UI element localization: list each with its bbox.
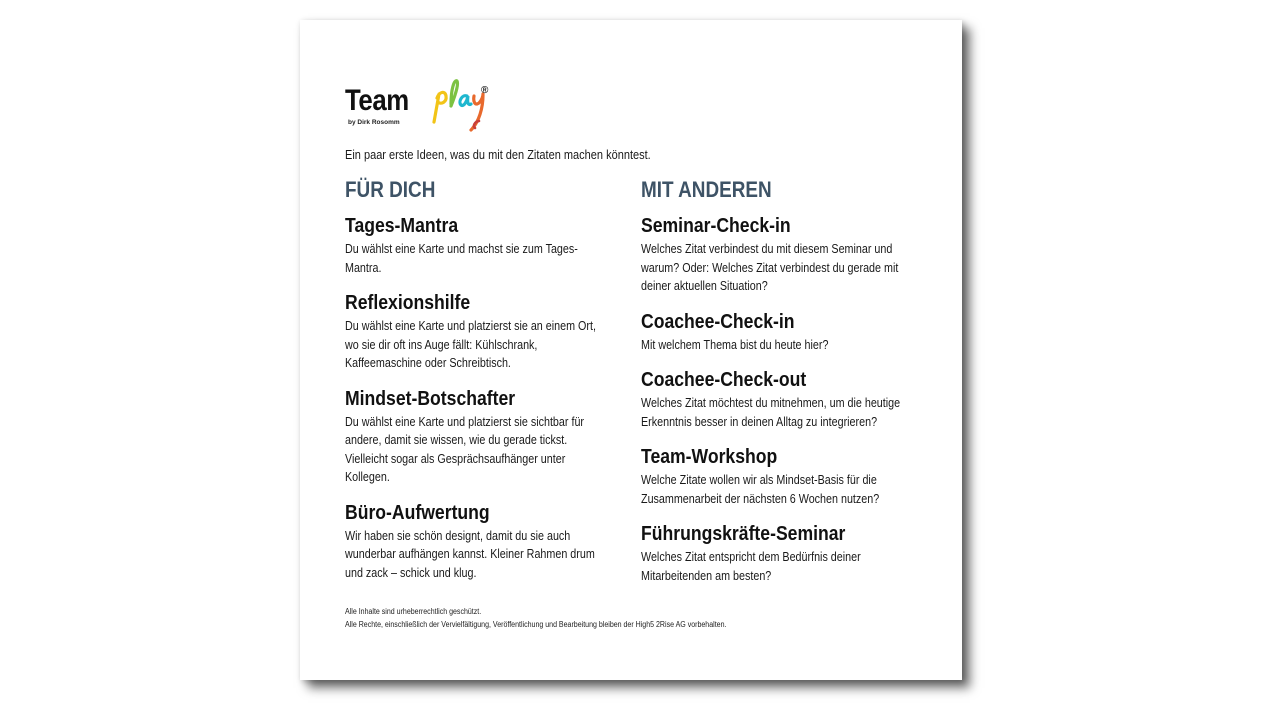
idea-item	[345, 292, 645, 373]
idea-text: Du wählst eine Karte und platzierst sie an einem Ort, wo sie dir oft ins Auge fällt: Kühlschrank, Kaffeemaschine oder Schreibtisch.	[345, 319, 596, 370]
registered-mark: ®	[481, 85, 489, 96]
idea-item	[641, 311, 941, 355]
intro-text: Ein paar erste Ideen, was du mit den Zitaten machen könntest.	[345, 148, 651, 162]
idea-item	[345, 388, 645, 487]
document-page	[300, 20, 962, 680]
idea-item	[641, 215, 941, 296]
logo-wordmark: Team	[345, 84, 409, 117]
idea-item	[345, 502, 645, 583]
idea-text: Du wählst eine Karte und machst sie zum Tages-Mantra.	[345, 242, 578, 275]
teamplay-logo	[345, 78, 505, 138]
idea-text: Mit welchem Thema bist du heute hier?	[641, 337, 829, 352]
idea-title: Tages-Mantra	[345, 215, 459, 237]
column-fuer-dich	[345, 177, 645, 597]
idea-title: Team-Workshop	[641, 446, 778, 468]
idea-text: Wir haben sie schön designt, damit du sie auch wunderbar aufhängen kannst. Kleiner Rahmen drum und zack – schick und klug.	[345, 528, 595, 580]
idea-title: Mindset-Botschafter	[345, 387, 516, 410]
idea-item	[641, 523, 941, 585]
column-mit-anderen	[641, 177, 941, 600]
logo-play-script	[431, 78, 501, 136]
column-heading: FÜR DICH	[345, 177, 436, 202]
idea-text: Welches Zitat entspricht dem Bedürfnis deiner Mitarbeitenden am besten?	[641, 550, 861, 583]
idea-item	[641, 369, 941, 431]
idea-text: Welches Zitat verbindest du mit diesem Seminar und warum? Oder: Welches Zitat verbindest du gerade mit deiner aktuellen Situation?	[641, 242, 899, 293]
idea-title: Coachee-Check-out	[641, 369, 807, 391]
idea-item	[345, 215, 645, 277]
idea-item	[641, 446, 941, 508]
copyright-line: Alle Inhalte sind urheberrechtlich geschützt.	[345, 607, 482, 616]
idea-text: Welches Zitat möchtest du mitnehmen, um die heutige Erkenntnis besser in deinen Alltag zu integrieren?	[641, 396, 901, 429]
logo-byline: by Dirk Rosomm	[348, 119, 400, 126]
idea-title: Coachee-Check-in	[641, 310, 795, 333]
idea-text: Welche Zitate wollen wir als Mindset-Basis für die Zusammenarbeit der nächsten 6 Wochen nutzen?	[641, 473, 880, 506]
copyright-footer	[345, 606, 726, 631]
idea-title: Büro-Aufwertung	[345, 501, 490, 524]
idea-title: Seminar-Check-in	[641, 215, 791, 237]
column-heading: MIT ANDEREN	[641, 177, 772, 202]
rights-line: Alle Rechte, einschließlich der Vervielfältigung, Veröffentlichung und Bearbeitung bleiben der High5 2Rise AG vorbehalten.	[345, 619, 727, 629]
idea-title: Führungskräfte-Seminar	[641, 523, 846, 545]
idea-text: Du wählst eine Karte und platzierst sie sichtbar für andere, damit sie wissen, wie du gerade tickst. Vielleicht sogar als Gesprächsaufhänger unter Kollegen.	[345, 414, 585, 484]
idea-title: Reflexionshilfe	[345, 292, 471, 314]
